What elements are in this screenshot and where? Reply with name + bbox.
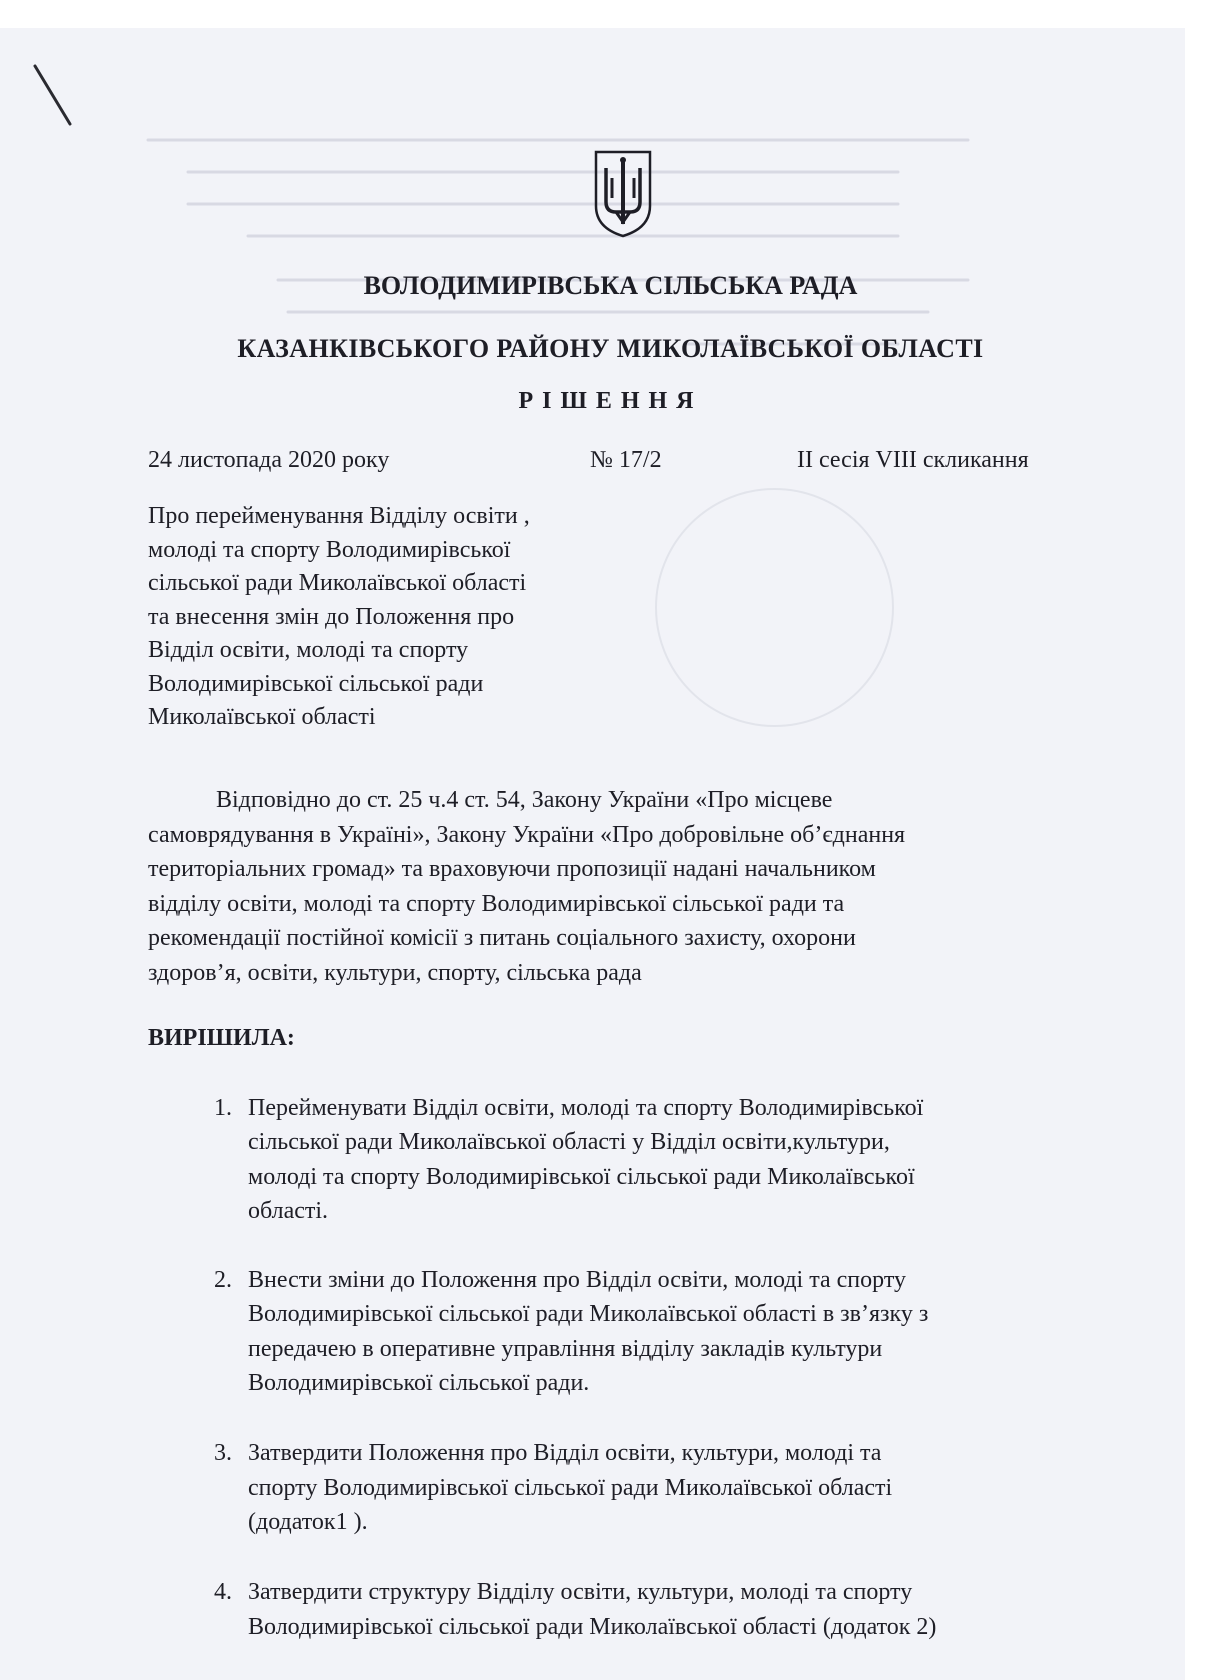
subject-line: Володимирівської сільської ради: [148, 670, 484, 697]
item-line: спорту Володимирівської сільської ради Миколаївської області: [248, 1474, 893, 1501]
coat-of-arms-trident-icon: [592, 148, 654, 238]
round-seal-stamp-icon: [655, 488, 894, 727]
item-number: 1.: [214, 1095, 232, 1121]
item-line: Володимирівської сільської ради.: [248, 1370, 590, 1397]
item-line: Перейменувати Відділ освіти, молоді та спорту Володимирівської: [248, 1095, 924, 1121]
item-line: (додаток1 ).: [248, 1508, 368, 1535]
preamble-line: Відповідно до ст. 25 ч.4 ст. 54, Закону України «Про місцеве: [216, 787, 833, 813]
subject-line: молоді та спорту Володимирівської: [148, 536, 511, 563]
session-info: ІІ сесія VIII скликання: [797, 447, 1029, 473]
item-line: Затвердити структуру Відділу освіти, культури, молоді та спорту: [248, 1579, 913, 1606]
item-number: 2.: [214, 1267, 232, 1294]
subject-line: Миколаївської області: [148, 704, 376, 730]
decision-date: 24 листопада 2020 року: [148, 447, 390, 473]
item-line: Володимирівської сільської ради Миколаївської області в зв’язку з: [248, 1301, 929, 1328]
list-item: [214, 1575, 936, 1644]
decided-heading: ВИРІШИЛА:: [148, 1025, 295, 1051]
preamble-line: відділу освіти, молоді та спорту Володимирівської сільської ради та: [148, 890, 845, 917]
preamble-line: рекомендації постійної комісії з питань соціального захисту, охорони: [148, 925, 856, 951]
item-number: 3.: [214, 1440, 232, 1467]
subject-line: Відділ освіти, молоді та спорту: [148, 637, 469, 663]
preamble-line: самоврядування в Україні», Закону України «Про добровільне об’єднання: [148, 821, 906, 848]
item-line: області.: [248, 1197, 329, 1224]
item-line: Затвердити Положення про Відділ освіти, культури, молоді та: [248, 1440, 882, 1467]
decision-subject: [148, 500, 530, 735]
list-item: [214, 1436, 936, 1539]
item-number: 4.: [214, 1579, 232, 1606]
item-line: Володимирівської сільської ради Миколаївської області (додаток 2): [248, 1613, 937, 1640]
item-line: молоді та спорту Володимирівської сільської ради Миколаївської: [248, 1163, 915, 1190]
list-item: [214, 1263, 936, 1400]
preamble-line: здоров’я, освіти, культури, спорту, сільська рада: [148, 959, 642, 986]
subject-line: Про перейменування Відділу освіти ,: [148, 503, 530, 529]
subject-line: сільської ради Миколаївської області: [148, 570, 527, 596]
preamble-line: територіальних громад» та враховуючи пропозиції надані начальником: [148, 856, 876, 882]
list-item: [214, 1091, 936, 1228]
subject-line: та внесення змін до Положення про: [148, 603, 515, 630]
decision-items-list: [214, 1091, 936, 1644]
item-line: Внести зміни до Положення про Відділ освіти, молоді та спорту: [248, 1267, 907, 1294]
district-region: КАЗАНКІВСЬКОГО РАЙОНУ МИКОЛАЇВСЬКОЇ ОБЛАСТІ: [237, 334, 984, 363]
council-name: ВОЛОДИМИРІВСЬКА СІЛЬСЬКА РАДА: [363, 271, 858, 300]
item-line: передачею в оперативне управління відділу закладів культури: [248, 1335, 883, 1362]
item-line: сільської ради Миколаївської області у Відділ освіти,культури,: [248, 1129, 890, 1156]
pen-stroke-mark: [30, 62, 80, 132]
decision-number: № 17/2: [590, 447, 662, 473]
preamble-paragraph: [148, 783, 905, 990]
document-type: РІШЕННЯ: [518, 388, 703, 414]
